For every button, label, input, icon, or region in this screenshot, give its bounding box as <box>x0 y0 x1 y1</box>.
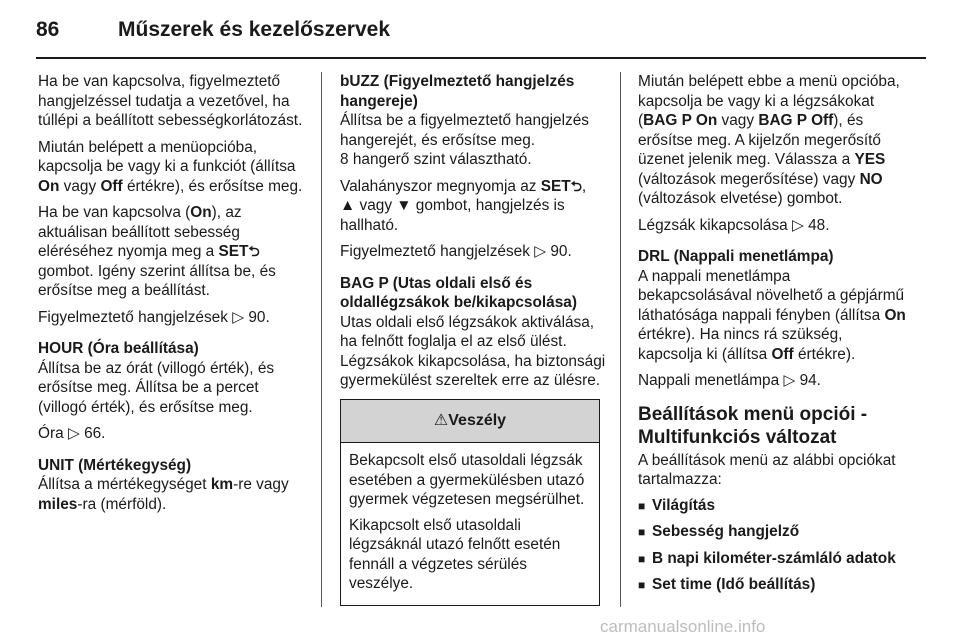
danger-title: Veszély <box>448 412 507 429</box>
page-number: 86 <box>36 18 60 41</box>
page-ref[interactable]: 90. <box>248 308 270 326</box>
paragraph: Kikapcsolt első utasoldali légzsáknál utazó felnőtt esetén fennáll a végzetes sérülés veszélye. <box>349 516 561 592</box>
danger-body <box>341 443 599 594</box>
up-triangle-icon: ▲ <box>340 197 356 214</box>
page-ref[interactable]: 66. <box>84 425 106 442</box>
paragraph: Ha be van kapcsolva, figyelmeztető hangjelzéssel tudatja a vezetővel, ha túllépi a beállított sebességkorlátozást. <box>38 73 303 129</box>
return-arrow-icon: ⮌ <box>248 243 260 259</box>
warning-icon: ⚠ <box>433 412 449 429</box>
options-list <box>638 496 908 596</box>
paragraph: A beállítások menü az alábbi opciókat tartalmazza: <box>638 451 896 488</box>
page-ref-arrow-icon: ▷ <box>534 243 547 260</box>
paragraph: Bekapcsolt első utasoldali légzsák esetében a gyermekülésben utazó gyermek végzetesen megsérülhet. <box>349 452 585 508</box>
paragraph: Utas oldali első légzsákok aktiválása, ha felnőtt foglalja el az első ülést. Légzsákok kikapcsolása, ha biztonsági gyermekülést szereltek erre az ülésre. <box>340 313 606 389</box>
square-bullet-icon: ■ <box>638 551 646 566</box>
paragraph: Valahányszor megnyomja az SET⮌, ▲ vagy ▼ gombot, hangjelzés is hallható. <box>340 177 587 234</box>
heading-hour: HOUR (Óra beállítása) <box>38 340 199 357</box>
paragraph: Miután belépett ebbe a menü opcióba, kapcsolja be vagy ki a légzsákokat (BAG P On vagy BAG P Off), és erősítse meg. A kijelzőn megerősítő üzenet jelenik meg. Válassza a YES (változások megerősítése) vagy NO (változások elvetése) gombot. <box>638 73 900 207</box>
list-item: ■ B napi kilométer-számláló adatok <box>638 549 908 570</box>
section-title: Beállítások menü opciói - Multifunkciós változat <box>638 403 868 448</box>
page-ref-arrow-icon: ▷ <box>232 308 245 326</box>
danger-box <box>340 399 600 606</box>
paragraph: Állítsa be az órát (villogó érték), és erősítse meg. Állítsa be a percet (villogó érték), és erősítse meg. <box>38 359 275 416</box>
paragraph: Állítsa a mértékegységet km-re vagy miles-ra (mérföld). <box>38 476 289 513</box>
column-3 <box>638 72 908 602</box>
column-1 <box>38 72 310 521</box>
watermark: carmanualsonline.info <box>600 617 766 636</box>
list-item: ■ Sebesség hangjelző <box>638 522 908 543</box>
page-ref[interactable]: 48. <box>808 216 830 234</box>
page-ref[interactable]: 94. <box>799 372 821 389</box>
page-ref[interactable]: 90. <box>550 243 572 260</box>
square-bullet-icon: ■ <box>638 525 646 539</box>
column-divider <box>620 72 621 607</box>
square-bullet-icon: ■ <box>638 578 646 592</box>
column-divider <box>321 72 322 607</box>
paragraph: Állítsa be a figyelmeztető hangjelzés hangerejét, és erősítse meg. <box>340 112 589 149</box>
column-2 <box>340 72 608 398</box>
return-arrow-icon: ⮌ <box>570 177 582 194</box>
paragraph: A nappali menetlámpa bekapcsolásával növelhető a gépjármű láthatósága nappali fényben (állítsa On értékre). Ha nincs rá szükség, kapcsolja ki (állítsa Off értékre). <box>638 267 906 363</box>
page-ref-arrow-icon: ▷ <box>783 372 796 389</box>
paragraph: 8 hangerő szint választható. <box>340 151 532 168</box>
list-item: ■ Világítás <box>638 496 908 517</box>
paragraph: Nappali menetlámpa ▷ 94. <box>638 372 821 389</box>
list-item: ■ Set time (Idő beállítás) <box>638 575 908 596</box>
paragraph: Légzsák kikapcsolása ▷ 48. <box>638 216 830 234</box>
page-ref-arrow-icon: ▷ <box>67 425 80 442</box>
square-bullet-icon: ■ <box>638 498 646 513</box>
paragraph: Ha be van kapcsolva (On), az aktuálisan beállított sebesség eléréséhez nyomja meg a SET⮌ gombot. Igény szerint állítsa be, és erősítse meg a beállítást. <box>38 204 276 299</box>
page-header <box>36 18 926 48</box>
header-rule <box>36 57 926 59</box>
page-title: Műszerek és kezelőszervek <box>118 18 391 41</box>
paragraph: Figyelmeztető hangjelzések ▷ 90. <box>38 308 270 326</box>
danger-header <box>341 400 599 443</box>
paragraph: Óra ▷ 66. <box>38 425 106 442</box>
heading-buzz: bUZZ (Figyelmeztető hangjelzés hangereje) <box>340 73 575 110</box>
page-ref-arrow-icon: ▷ <box>792 216 804 234</box>
heading-bag: BAG P (Utas oldali első és oldallégzsákok be/kikapcsolása) <box>340 274 577 311</box>
down-triangle-icon: ▼ <box>396 197 412 214</box>
heading-drl: DRL (Nappali menetlámpa) <box>638 248 834 265</box>
paragraph: Miután belépett a menüopcióba, kapcsolja be vagy ki a funkciót (állítsa On vagy Off értékre), és erősítse meg. <box>38 138 303 195</box>
paragraph: Figyelmeztető hangjelzések ▷ 90. <box>340 243 572 260</box>
heading-unit: UNIT (Mértékegység) <box>38 456 192 474</box>
